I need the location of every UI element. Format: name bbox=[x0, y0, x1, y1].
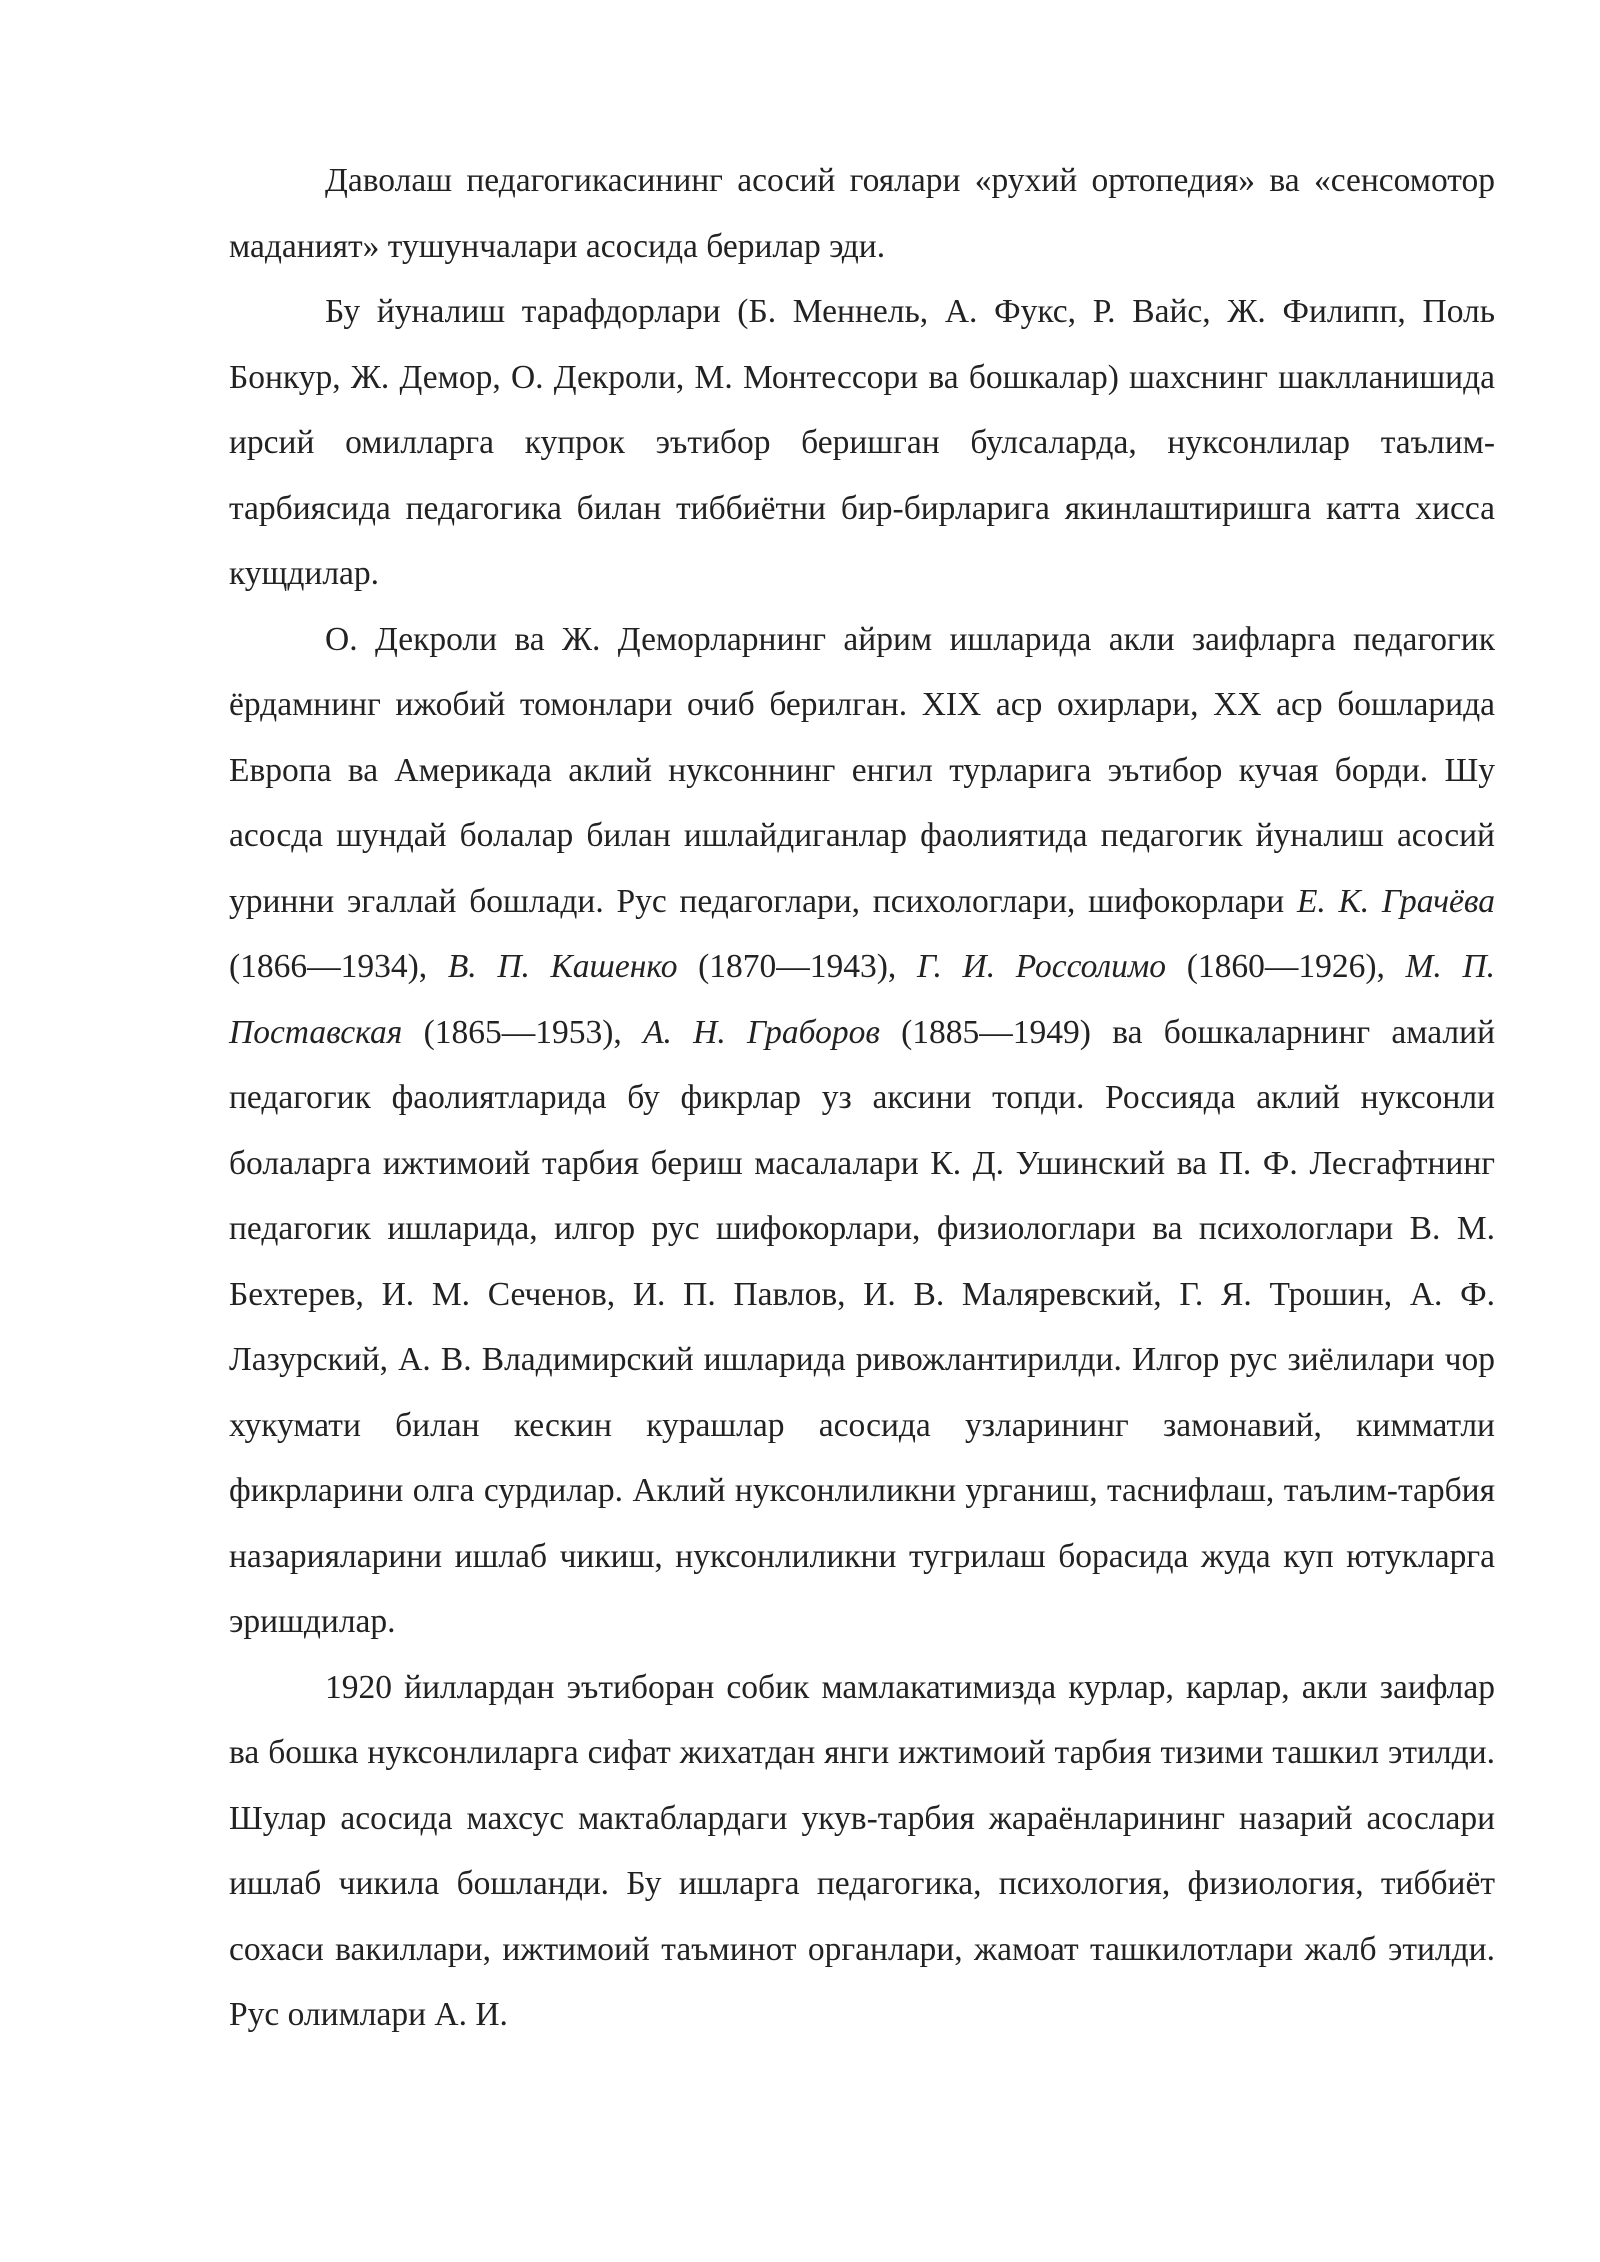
text-run: Бу йуналиш тарафдорлари (Б. Меннель, А. Фукс, Р. Вайс, Ж. Филипп, Поль Бонкур, Ж. Демор, О. Декроли, М. Монтессори ва бошкалар) шахснинг шаклланишида ирсий омилларга купрок эътибор беришган булсаларда, нуксонлилар таълим-тарбиясида педагогика билан тиббиётни бир-бирларига якинлаштиришга катта хисса кущдилар. bbox=[229, 293, 1495, 592]
paragraph bbox=[229, 279, 1495, 607]
text-run: (1865—1953), bbox=[402, 1013, 644, 1051]
document-body bbox=[229, 148, 1495, 2048]
text-run: 1920 йиллардан эътиборан собик мамлакатимизда курлар, карлар, акли заифлар ва бошка нуксонлиларга сифат жихатдан янги ижтимоий тарбия тизими ташкил этилди. Шулар асосида махсус мактаблардаги укув-тарбия жараёнларининг назарий асослари ишлаб чикила бошланди. Бу ишларга педагогика, психология, физиология, тиббиёт сохаси вакиллари, ижтимоий таъминот органлари, жамоат ташкилотлари жалб этилди. Рус олимлари А. И. bbox=[229, 1668, 1495, 2033]
author-name: Г. И. Россолимо bbox=[916, 948, 1167, 985]
text-run: (1870—1943), bbox=[677, 948, 917, 985]
paragraph bbox=[229, 1655, 1495, 2048]
author-name: М. П. Поставская bbox=[229, 948, 1496, 1051]
author-name: Е. К. Грачёва bbox=[1296, 882, 1495, 920]
text-run: (1885—1949) ва бошкаларнинг амалий педагогик фаолиятларида бу фикрлар уз аксини топди. Россияда аклий нуксонли болаларга ижтимоий тарбия бериш масалалари К. Д. Ушинский ва П. Ф. Лесгафтнинг педагогик ишларида, илгор рус шифокорлари, физиологлари ва психологлари В. М. Бехтерев, И. М. Сеченов, И. П. Павлов, И. В. Маляревский, Г. Я. Трошин, А. Ф. Лазурский, А. В. Владимирский ишларида ривожлантирилди. Илгор рус зиёлилари чор хукумати билан кескин курашлар асосида узларининг замонавий, кимматли фикрларини олга сурдилар. Аклий нуксонлиликни урганиш, таснифлаш, таълим-тарбия назарияларини ишлаб чикиш, нуксонлиликни тугрилаш борасида жуда куп ютукларга эришдилар. bbox=[229, 1013, 1496, 1640]
text-run: Даволаш педагогикасининг асосий гоялари «рухий ортопедия» ва «сенсомотор маданият» тушунчалари асосида берилар эди. bbox=[229, 162, 1495, 265]
author-name: В. П. Кашенко bbox=[447, 948, 678, 985]
text-run: (1860—1926), bbox=[1166, 948, 1406, 985]
text-run: (1866—1934), bbox=[229, 948, 448, 985]
paragraph bbox=[229, 148, 1495, 279]
paragraph bbox=[229, 607, 1495, 1655]
text-run: О. Декроли ва Ж. Деморларнинг айрим ишларида акли заифларга педагогик ёрдамнинг ижобий томонлари очиб берилган. XIX аср охирлари, XX аср бошларида Европа ва Америкада аклий нуксоннинг енгил турларига эътибор кучая борди. Шу асосда шундай болалар билан ишлайдиганлар фаолиятида педагогик йуналиш асосий уринни эгаллай бошлади. Рус педагоглари, психологлари, шифокорлари bbox=[229, 620, 1495, 920]
author-name: А. Н. Граборов bbox=[643, 1013, 880, 1051]
